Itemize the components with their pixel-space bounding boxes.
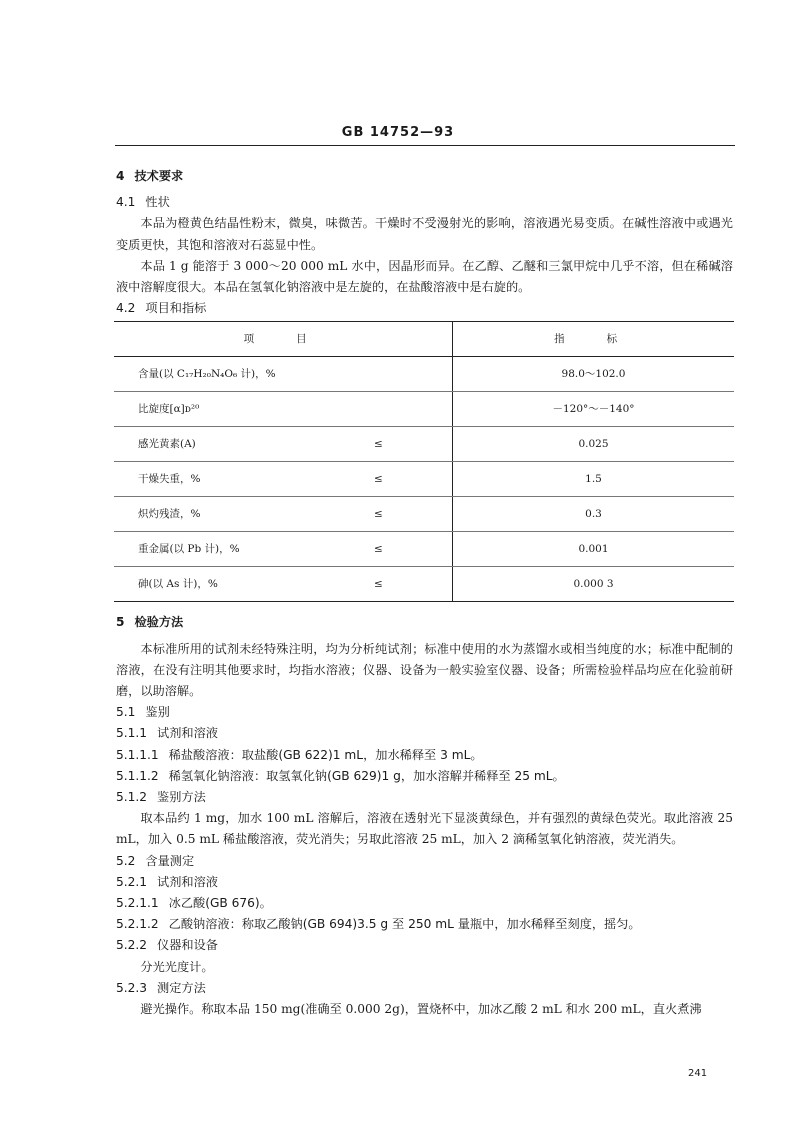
section-number: 5.1.1.1 bbox=[116, 747, 159, 762]
section-number: 4 bbox=[116, 169, 125, 183]
section-title: 项目和指标 bbox=[145, 301, 207, 316]
section-5-2-1-2 bbox=[116, 914, 733, 935]
section-5-1-1-2 bbox=[116, 766, 733, 787]
section-4-1-heading bbox=[116, 192, 733, 213]
paragraph: 本标准所用的试剂未经特殊注明，均为分析纯试剂；标准中使用的水为蒸馏水或相当纯度的水；标准中配制的溶液，在没有注明其他要求时，均指水溶液；仪器、设备为一般实验室仪器、设备；所需检验样品均应在化验前研磨，以助溶解。 bbox=[116, 641, 733, 699]
column-header-item: 项 目 bbox=[114, 322, 453, 357]
paragraph: 分光光度计。 bbox=[140, 959, 214, 974]
section-4-heading bbox=[116, 166, 733, 187]
section-number: 5.2.1 bbox=[116, 874, 148, 889]
table-cell-item: 砷(以 As 计)，% bbox=[114, 567, 364, 602]
table-cell-value: 1.5 bbox=[453, 462, 735, 497]
section-title: 测定方法 bbox=[157, 980, 206, 995]
page-number: 241 bbox=[688, 1068, 708, 1079]
section-5-1-heading bbox=[116, 702, 733, 723]
table-cell-symbol: ≤ bbox=[364, 532, 453, 567]
table-cell-symbol bbox=[364, 357, 453, 392]
table-row bbox=[114, 532, 734, 567]
column-header-value: 指 标 bbox=[453, 322, 735, 357]
section-5-heading bbox=[116, 612, 733, 633]
section-number: 4.1 bbox=[116, 195, 136, 210]
section-5-2-1-heading bbox=[116, 872, 733, 893]
spec-table bbox=[114, 321, 734, 602]
paragraph: 本品为橙黄色结晶性粉末，微臭，味微苦。干燥时不受漫射光的影响，溶液遇光易变质。在碱性溶液中或遇光变质更快，其饱和溶液对石蕊显中性。 bbox=[116, 216, 733, 252]
section-title: 试剂和溶液 bbox=[157, 874, 218, 889]
section-number: 5.1.1 bbox=[116, 726, 148, 741]
section-title: 技术要求 bbox=[134, 169, 184, 183]
section-number: 4.2 bbox=[116, 301, 136, 316]
section-number: 5.2 bbox=[116, 853, 136, 868]
table-cell-item: 干燥失重，% bbox=[114, 462, 364, 497]
section-5-2-heading bbox=[116, 851, 733, 872]
section-number: 5.2.2 bbox=[116, 938, 148, 953]
table-header-row bbox=[114, 322, 734, 357]
table-row bbox=[114, 462, 734, 497]
section-5-1-2-heading bbox=[116, 787, 733, 808]
section-5-2-3-heading bbox=[116, 978, 733, 999]
section-title: 鉴别 bbox=[145, 705, 170, 720]
section-number: 5.2.3 bbox=[116, 980, 148, 995]
section-text: 乙酸钠溶液：称取乙酸钠(GB 694)3.5 g 至 250 mL 量瓶中，加水稀释至刻度，摇匀。 bbox=[168, 917, 641, 932]
header-rule bbox=[115, 145, 735, 146]
section-5-1-1-1 bbox=[116, 745, 733, 766]
table-cell-item: 比旋度[α]ᴅ²⁰ bbox=[114, 392, 364, 427]
section-title: 检验方法 bbox=[134, 615, 184, 630]
standard-code-header: GB 14752—93 bbox=[341, 125, 455, 140]
table-row bbox=[114, 427, 734, 462]
section-title: 性状 bbox=[145, 195, 170, 210]
section-title: 鉴别方法 bbox=[157, 790, 206, 805]
table-cell-value: 0.001 bbox=[453, 532, 735, 567]
table-cell-value: 0.3 bbox=[453, 497, 735, 532]
section-text: 冰乙酸(GB 676)。 bbox=[168, 896, 272, 911]
section-5-2-1-1 bbox=[116, 893, 733, 914]
table-cell-item: 含量(以 C₁₇H₂₀N₄O₆ 计)，% bbox=[114, 357, 364, 392]
section-title: 仪器和设备 bbox=[157, 938, 218, 953]
table-cell-symbol: ≤ bbox=[364, 497, 453, 532]
section-text: 稀盐酸溶液：取盐酸(GB 622)1 mL，加水稀释至 3 mL。 bbox=[168, 747, 483, 762]
section-number: 5 bbox=[116, 615, 125, 630]
section-number: 5.1.2 bbox=[116, 790, 148, 805]
section-title: 试剂和溶液 bbox=[157, 726, 218, 741]
table-cell-value: －120°～－140° bbox=[453, 392, 735, 427]
table-cell-symbol: ≤ bbox=[364, 427, 453, 462]
section-number: 5.2.1.2 bbox=[116, 917, 159, 932]
section-number: 5.1.1.2 bbox=[116, 768, 159, 783]
paragraph: 避光操作。称取本品 150 mg(准确至 0.000 2g)，置烧杯中，加冰乙酸 2 mL 和水 200 mL，直火煮沸 bbox=[140, 1002, 702, 1017]
table-cell-item: 重金属(以 Pb 计)，% bbox=[114, 532, 364, 567]
table-cell-item: 炽灼残渣，% bbox=[114, 497, 364, 532]
paragraph: 取本品约 1 mg，加水 100 mL 溶解后，溶液在透射光下显淡黄绿色，并有强烈的黄绿色荧光。取此溶液 25 mL，加入 0.5 mL 稀盐酸溶液，荧光消失；另取此溶液 25 mL，加入 2 滴稀氢氧化钠溶液，荧光消失。 bbox=[116, 811, 733, 847]
section-text: 稀氢氧化钠溶液：取氢氧化钠(GB 629)1 g，加水溶解并稀释至 25 mL。 bbox=[168, 768, 565, 783]
section-number: 5.1 bbox=[116, 705, 136, 720]
table-cell-value: 98.0～102.0 bbox=[453, 357, 735, 392]
table-row bbox=[114, 497, 734, 532]
table-cell-item: 感光黄素(A) bbox=[114, 427, 364, 462]
section-4-2-heading bbox=[116, 298, 733, 319]
table-cell-symbol: ≤ bbox=[364, 567, 453, 602]
section-title: 含量测定 bbox=[145, 853, 195, 868]
table-row bbox=[114, 567, 734, 602]
document-body bbox=[116, 166, 733, 1020]
section-number: 5.2.1.1 bbox=[116, 896, 159, 911]
paragraph: 本品 1 g 能溶于 3 000～20 000 mL 水中，因晶形而异。在乙醇、乙醚和三氯甲烷中几乎不溶，但在稀碱溶液中溶解度很大。本品在氢氧化钠溶液中是左旋的，在盐酸溶液中是右旋的。 bbox=[116, 258, 733, 295]
table-cell-value: 0.025 bbox=[453, 427, 735, 462]
table-row bbox=[114, 357, 734, 392]
table-cell-symbol bbox=[364, 392, 453, 427]
section-5-2-2-heading bbox=[116, 935, 733, 956]
section-5-1-1-heading bbox=[116, 723, 733, 744]
table-row bbox=[114, 392, 734, 427]
table-cell-value: 0.000 3 bbox=[453, 567, 735, 602]
table-cell-symbol: ≤ bbox=[364, 462, 453, 497]
